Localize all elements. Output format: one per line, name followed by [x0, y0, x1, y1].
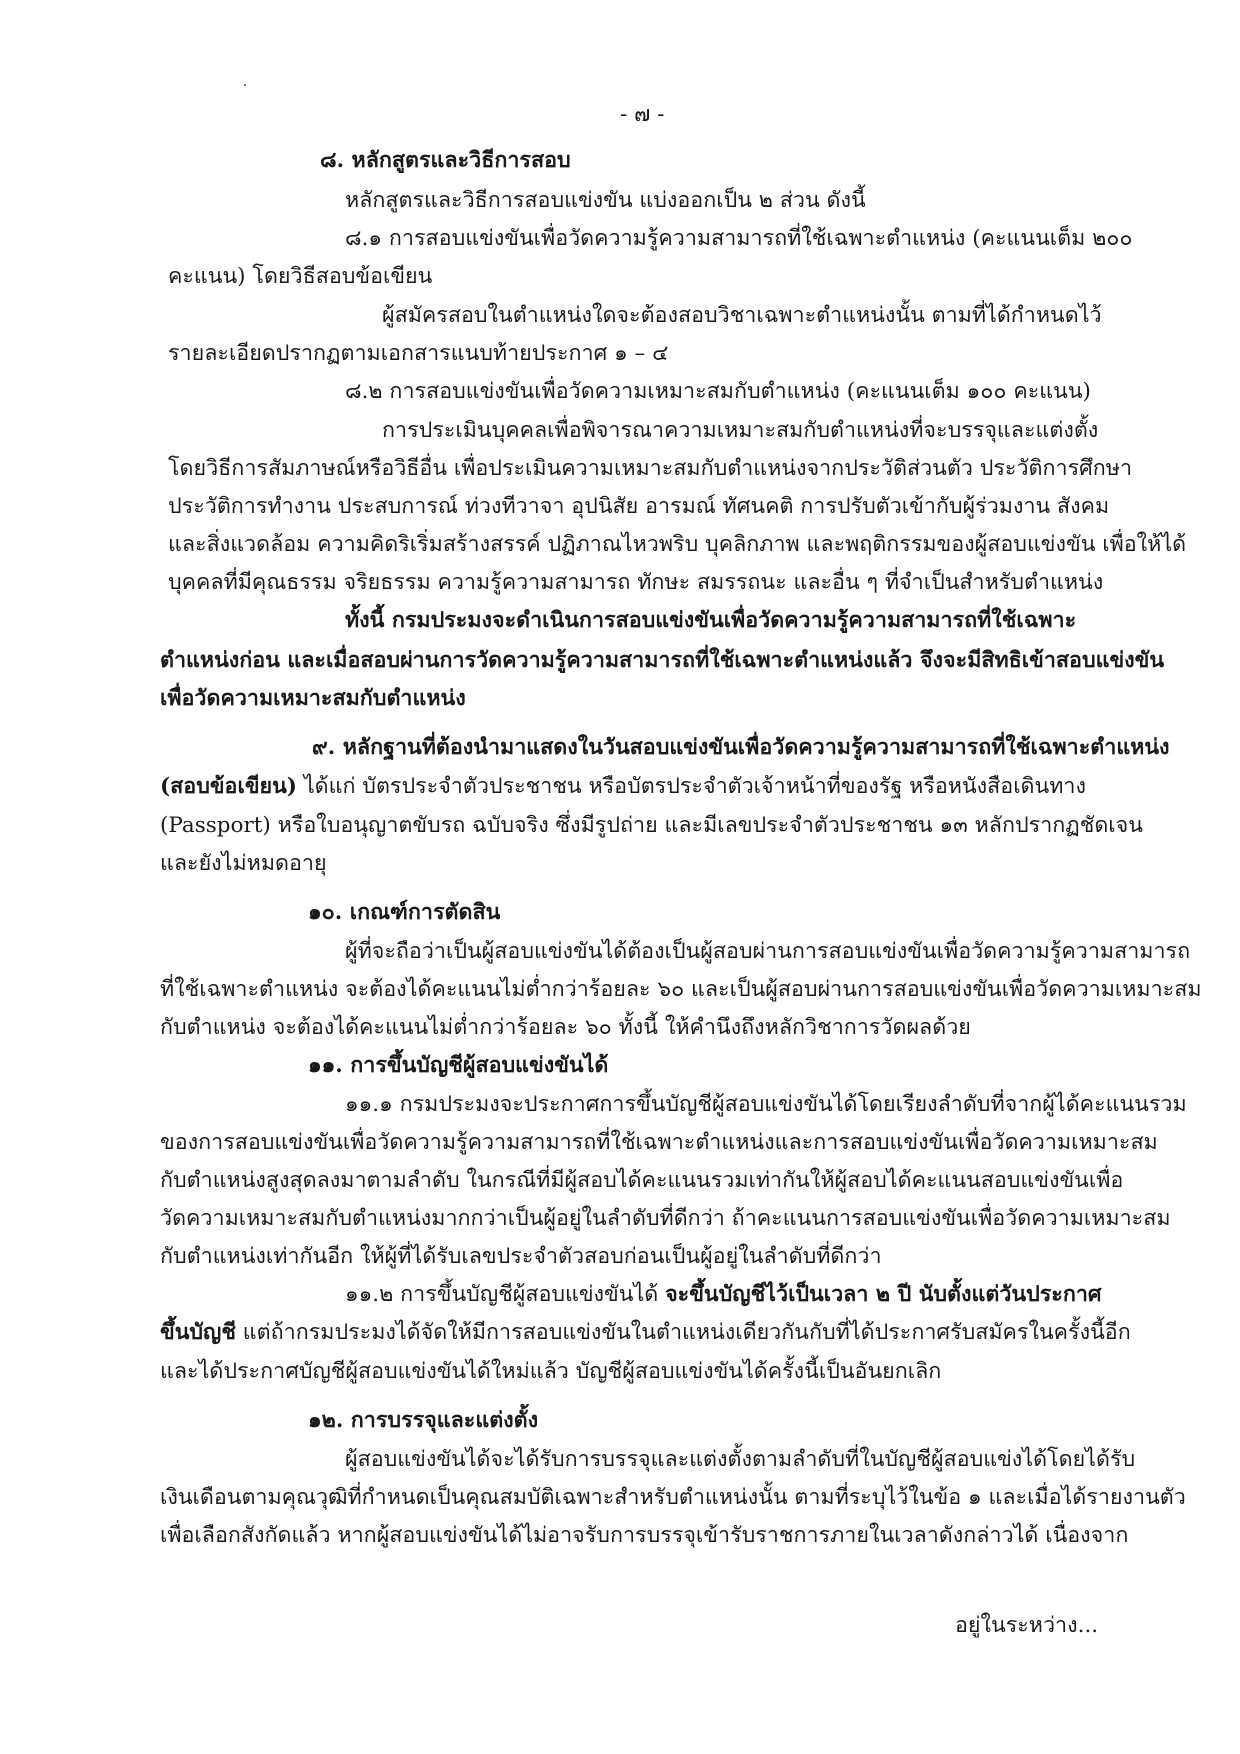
paragraph-line: เพื่อเลือกสังกัดแล้ว หากผู้สอบแข่งขันได้ไม่อาจรับการบรรจุเข้ารับราชการภายในเวลาดังกล่าวได้ เนื่องจาก [160, 1523, 1129, 1548]
plain-phrase: ได้แก่ บัตรประจำตัวประชาชน หรือบัตรประจำตัวเจ้าหน้าที่ของรัฐ หรือหนังสือเดินทาง [296, 774, 1086, 799]
paragraph-line: และยังไม่หมดอายุ [160, 851, 327, 876]
paragraph-line: กับตำแหน่งสูงสุดลงมาตามลำดับ ในกรณีที่มีผู้สอบได้คะแนนรวมเท่ากันให้ผู้สอบได้คะแนนสอบแข่งขันเพื่อ [160, 1168, 1124, 1193]
paragraph-line: ของการสอบแข่งขันเพื่อวัดความรู้ความสามารถที่ใช้เฉพาะตำแหน่งและการสอบแข่งขันเพื่อวัดความเหมาะสม [160, 1130, 1158, 1155]
paragraph-line: โดยวิธีการสัมภาษณ์หรือวิธีอื่น เพื่อประเมินความเหมาะสมกับตำแหน่งจากประวัติส่วนตัว ประวัติการศึกษา [168, 456, 1133, 481]
paragraph-line: หลักสูตรและวิธีการสอบแข่งขัน แบ่งออกเป็น ๒ ส่วน ดังนี้ [345, 188, 866, 213]
paragraph-line: การประเมินบุคคลเพื่อพิจารณาความเหมาะสมกับตำแหน่งที่จะบรรจุและแต่งตั้ง [382, 418, 1099, 443]
section-10-heading: ๑๐. เกณฑ์การตัดสิน [308, 900, 501, 925]
paragraph-line: และได้ประกาศบัญชีผู้สอบแข่งขันได้ใหม่แล้ว บัญชีผู้สอบแข่งขันได้ครั้งนี้เป็นอันยกเลิก [160, 1359, 942, 1384]
paragraph-line [345, 1284, 1102, 1306]
section-8-heading: ๘. หลักสูตรและวิธีการสอบ [320, 148, 571, 173]
paragraph-line: และสิ่งแวดล้อม ความคิดริเริ่มสร้างสรรค์ ปฏิภาณไหวพริบ บุคลิกภาพ และพฤติกรรมของผู้สอบแข่งขัน เพื่อให้ได้ [168, 532, 1187, 557]
section-12-heading: ๑๒. การบรรจุและแต่งตั้ง [308, 1408, 539, 1433]
paragraph-line: ที่ใช้เฉพาะตำแหน่ง จะต้องได้คะแนนไม่ต่ำกว่าร้อยละ ๖๐ และเป็นผู้สอบผ่านการสอบแข่งขันเพื่อวัดความเหมาะสม [160, 977, 1202, 1002]
scan-speck [244, 84, 246, 86]
bold-paragraph-line: เพื่อวัดความเหมาะสมกับตำแหน่ง [160, 686, 466, 711]
plain-phrase: ๑๑.๒ การขึ้นบัญชีผู้สอบแข่งขันได้ [345, 1282, 666, 1307]
plain-phrase: แต่ถ้ากรมประมงได้จัดให้มีการสอบแข่งขันในตำแหน่งเดียวกันกับที่ได้ประกาศรับสมัครในครั้งนี้อีก [235, 1320, 1131, 1345]
paragraph-line: (Passport) หรือใบอนุญาตขับรถ ฉบับจริง ซึ่งมีรูปถ่าย และมีเลขประจำตัวประชาชน ๑๓ หลักปรากฏชัดเจน [160, 813, 1143, 838]
paragraph-line: ผู้สอบแข่งขันได้จะได้รับการบรรจุและแต่งตั้งตามลำดับที่ในบัญชีผู้สอบแข่งได้โดยได้รับ [345, 1447, 1136, 1472]
bold-paragraph-line: ทั้งนี้ กรมประมงจะดำเนินการสอบแข่งขันเพื่อวัดความรู้ความสามารถที่ใช้เฉพาะ [345, 608, 1077, 633]
continuation-note: อยู่ในระหว่าง... [955, 1613, 1099, 1638]
paragraph-line [160, 1322, 1131, 1344]
paragraph-line: เงินเดือนตามคุณวุฒิที่กำหนดเป็นคุณสมบัติเฉพาะสำหรับตำแหน่งนั้น ตามที่ระบุไว้ในข้อ ๑ และเมื่อได้รายงานตัว [160, 1485, 1186, 1510]
paragraph-line: กับตำแหน่งเท่ากันอีก ให้ผู้ที่ได้รับเลขประจำตัวสอบก่อนเป็นผู้อยู่ในลำดับที่ดีกว่า [160, 1244, 882, 1269]
section-11-heading: ๑๑. การขึ้นบัญชีผู้สอบแข่งขันได้ [308, 1053, 609, 1078]
paragraph-line: กับตำแหน่ง จะต้องได้คะแนนไม่ต่ำกว่าร้อยละ ๖๐ ทั้งนี้ ให้คำนึงถึงหลักวิชาการวัดผลด้วย [160, 1015, 971, 1040]
paragraph-line: วัดความเหมาะสมกับตำแหน่งมากกว่าเป็นผู้อยู่ในลำดับที่ดีกว่า ถ้าคะแนนการสอบแข่งขันเพื่อวัดความเหมาะสม [160, 1206, 1171, 1231]
bold-paragraph-line: ตำแหน่งก่อน และเมื่อสอบผ่านการวัดความรู้ความสามารถที่ใช้เฉพาะตำแหน่งแล้ว จึงจะมีสิทธิเข้าสอบแข่งขัน [160, 648, 1165, 673]
paragraph-line: ผู้สมัครสอบในตำแหน่งใดจะต้องสอบวิชาเฉพาะตำแหน่งนั้น ตามที่ได้กำหนดไว้ [382, 303, 1102, 328]
paragraph-line: รายละเอียดปรากฏตามเอกสารแนบท้ายประกาศ ๑ – ๔ [168, 341, 669, 366]
bold-phrase: (สอบข้อเขียน) [160, 774, 297, 799]
bold-phrase: ขึ้นบัญชี [160, 1320, 236, 1345]
paragraph-line: ๘.๒ การสอบแข่งขันเพื่อวัดความเหมาะสมกับตำแหน่ง (คะแนนเต็ม ๑๐๐ คะแนน) [345, 379, 1091, 404]
section-9-heading: ๙. หลักฐานที่ต้องนำมาแสดงในวันสอบแข่งขันเพื่อวัดความรู้ความสามารถที่ใช้เฉพาะตำแหน่ง [312, 735, 1170, 760]
paragraph-line: ผู้ที่จะถือว่าเป็นผู้สอบแข่งขันได้ต้องเป็นผู้สอบผ่านการสอบแข่งขันเพื่อวัดความรู้ความสามารถ [345, 939, 1191, 964]
page-number: - ๗ - [620, 102, 665, 127]
paragraph-line [160, 776, 1086, 798]
paragraph-line: คะแนน) โดยวิธีสอบข้อเขียน [168, 264, 433, 289]
paragraph-line: บุคคลที่มีคุณธรรม จริยธรรม ความรู้ความสามารถ ทักษะ สมรรถนะ และอื่น ๆ ที่จำเป็นสำหรับตำแหน่ง [168, 570, 1104, 595]
paragraph-line: ๘.๑ การสอบแข่งขันเพื่อวัดความรู้ความสามารถที่ใช้เฉพาะตำแหน่ง (คะแนนเต็ม ๒๐๐ [345, 226, 1133, 251]
paragraph-line: ๑๑.๑ กรมประมงจะประกาศการขึ้นบัญชีผู้สอบแข่งขันได้โดยเรียงลำดับที่จากผู้ได้คะแนนรวม [345, 1092, 1187, 1117]
bold-phrase: จะขึ้นบัญชีไว้เป็นเวลา ๒ ปี นับตั้งแต่วันประกาศ [665, 1282, 1102, 1307]
paragraph-line: ประวัติการทำงาน ประสบการณ์ ท่วงทีวาจา อุปนิสัย อารมณ์ ทัศนคติ การปรับตัวเข้ากับผู้ร่วมงาน สังคม [168, 494, 1110, 519]
